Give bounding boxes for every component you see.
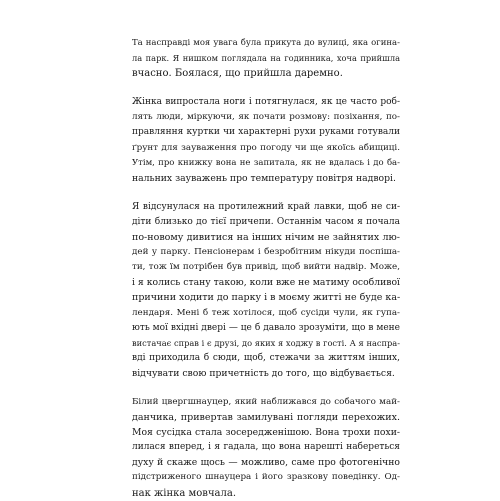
text-line: Утім, про книжку вона не запитала, як не вдалась і до ба-: [132, 157, 400, 168]
paragraph-3: [132, 200, 400, 381]
text-line: Білий цвергшнауцер, який наближався до собачого май-: [132, 396, 400, 407]
paragraph-1: [132, 36, 400, 81]
text-line: ла парк. Я нишком поглядала на годинника, хоча прийшла: [132, 53, 400, 64]
text-line: причини ходити до парку і в моєму житті не буде ка-: [132, 292, 400, 304]
paragraph-spacer: [132, 186, 400, 200]
text-line: вчасно. Боялася, що прийшла даремно.: [132, 68, 343, 80]
text-line: духу й скаже щось — можливо, саме про фотогенічно: [132, 457, 400, 469]
text-line: лендаря. Мені б теж хотілося, щоб сусіди чули, як гупа-: [132, 307, 400, 318]
text-line: Моя сусідка стала зосередженішою. Вона трохи похи-: [132, 427, 400, 439]
paragraph-spacer: [132, 381, 400, 395]
paragraph-2: [132, 95, 400, 186]
text-line: лять люди, міркуючи, як почати розмову: позіхання, по-: [132, 112, 400, 123]
text-line: Жінка випростала ноги і потягнулася, як це часто роб-: [132, 97, 400, 108]
text-line: діти близько до тієї причепи. Останнім часом я почала: [132, 216, 400, 227]
text-column: [132, 36, 400, 501]
text-line: данчика, привертав замилувані погляди перехожих.: [132, 412, 400, 424]
paragraph-spacer: [132, 81, 400, 95]
paragraph-4: [132, 395, 400, 501]
text-line: Та насправді моя увага була прикута до вулиці, яка огина-: [132, 38, 400, 48]
text-line: нак жінка мовчала.: [132, 487, 237, 499]
text-line: нальних зауважень про температуру повітря надворі.: [132, 172, 396, 184]
text-line: ти, тож їм потрібен був привід, щоб вийти надвір. Може,: [132, 262, 400, 273]
text-line: і я колись стану такою, коли вже не матиму особливої: [132, 277, 400, 289]
text-line: вді приходила б сюди, щоб, стежачи за життям інших,: [132, 352, 400, 363]
text-line: лилася вперед, і я гадала, що вона нарешті набереться: [132, 442, 400, 453]
text-line: відчувати свою причетність до того, що відбувається.: [132, 367, 395, 379]
text-line: дей у парку. Пенсіонерам і безробітним нікуди поспіша-: [132, 247, 400, 258]
text-line: Я відсунулася на протилежний край лавки, щоб не си-: [132, 201, 400, 212]
text-line: правляння куртки чи характерні рухи руками готували: [132, 127, 400, 138]
text-line: ґрунт для зауваження про погоду чи ще якоїсь абищиці.: [132, 142, 400, 153]
text-line: підстриженого шнауцера і його зразкову поведінку. Од-: [132, 472, 400, 483]
text-line: вистачає справ і є друзі, до яких я ходжу в гості. А я наспра-: [132, 337, 400, 348]
text-line: ють мої вхідні двері — це б давало зрозуміти, що в мене: [132, 322, 400, 333]
text-line: по-новому дивитися на інших нічим не зайнятих лю-: [132, 232, 400, 244]
